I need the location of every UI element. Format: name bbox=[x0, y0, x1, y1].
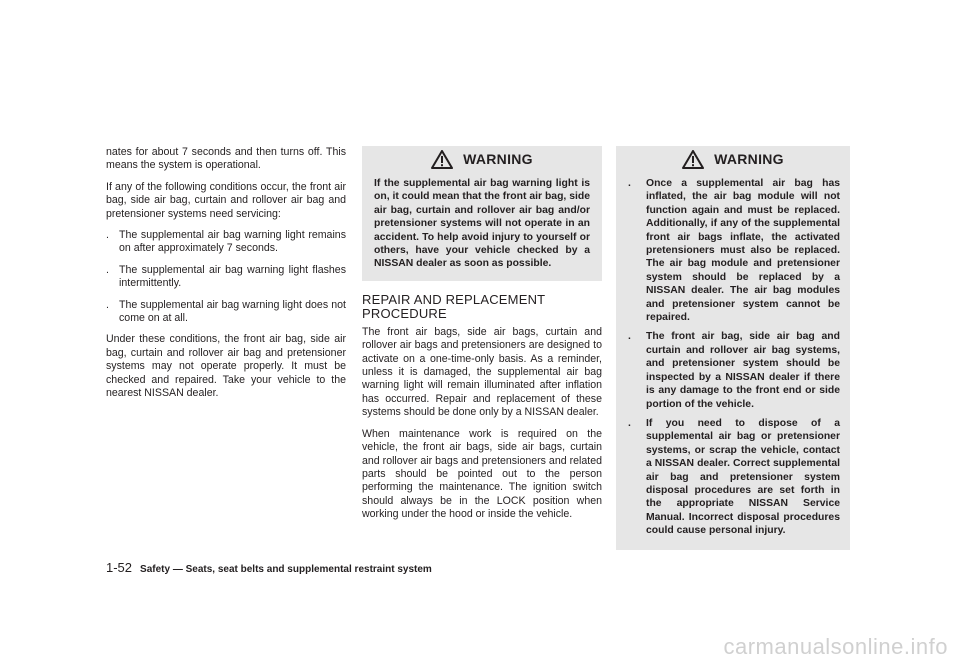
paragraph: Under these conditions, the front air bag, side air bag, curtain and rollover air bag and pretensioner systems may not operate properly. It must be checked and repaired. Take your vehicle to the nearest NISSAN dealer. bbox=[106, 333, 346, 400]
bullet-marker: . bbox=[628, 331, 631, 343]
page-footer bbox=[106, 560, 432, 575]
bullet-marker: . bbox=[106, 263, 109, 276]
watermark: carmanualsonline.info bbox=[723, 634, 948, 659]
paragraph: If any of the following conditions occur, the front air bag, side air bag, curtain and rollover air bag and pretensioner systems need servicing: bbox=[106, 180, 346, 220]
warning-triangle-icon bbox=[682, 150, 704, 169]
column-left bbox=[106, 146, 346, 409]
warning-header bbox=[362, 146, 602, 177]
warning-title: WARNING bbox=[714, 150, 784, 167]
list-item: . The front air bag, side air bag and curtain and rollover air bag systems, and pretensioner system should be inspected by a NISSAN dealer if there is any damage to the front end or side portion of the vehicle. bbox=[628, 331, 840, 410]
warning-triangle-icon bbox=[431, 150, 453, 169]
bullet-marker: . bbox=[628, 178, 631, 189]
condition-list bbox=[106, 229, 346, 325]
page-number: 1-52 bbox=[106, 560, 133, 575]
warning-box bbox=[616, 146, 850, 550]
list-item: . If you need to dispose of a supplemental air bag or pretensioner systems, or scrap the vehicle, contact a NISSAN dealer. Correct supplemental air bag and pretensioner system disposal procedures are set forth in the appropriate NISSAN Service Manual. Incorrect disposal procedures could cause personal injury. bbox=[628, 417, 840, 537]
column-right bbox=[616, 146, 850, 550]
paragraph: The front air bags, side air bags, curtain and rollover air bags and pretensioners are designed to activate on a one-time-only basis. As a reminder, unless it is damaged, the supplemental air bag warning light will remain illuminated after inflation has occurred. Repair and replacement of these systems should be done only by a NISSAN dealer. bbox=[362, 325, 602, 419]
list-item: . Once a supplemental air bag has inflated, the air bag module will not function again and must be replaced. Additionally, if any of the supplemental front air bags inflate, the activated pretensioners must also be replaced. The air bag module and pretensioner system should be replaced by a NISSAN dealer. The air bag modules and pretensioner system cannot be repaired. bbox=[628, 178, 840, 324]
warning-text: If the supplemental air bag warning light is on, it could mean that the front air bag, side air bag, curtain and rollover air bag and/or pretensioner systems will not operate in an accident. To help avoid injury to yourself or others, have your vehicle checked by a NISSAN dealer as soon as possible. bbox=[374, 178, 590, 270]
list-item: . The supplemental air bag warning light remains on after approximately 7 seconds. bbox=[106, 229, 346, 255]
warning-title: WARNING bbox=[463, 150, 533, 167]
list-item: . The supplemental air bag warning light does not come on at all. bbox=[106, 298, 346, 325]
column-middle bbox=[362, 146, 602, 530]
warning-list bbox=[616, 177, 850, 550]
bullet-marker: . bbox=[628, 417, 631, 429]
paragraph: When maintenance work is required on the vehicle, the front air bags, side air bags, curtain and rollover air bags and pretensioners and related parts should be pointed out to the person performing the maintenance. The ignition switch should always be in the LOCK position when working under the hood or inside the vehicle. bbox=[362, 427, 602, 521]
paragraph: nates for about 7 seconds and then turns off. This means the system is operational. bbox=[106, 146, 346, 172]
list-item: . The supplemental air bag warning light flashes intermittently. bbox=[106, 263, 346, 290]
footer-title: Safety — Seats, seat belts and supplemental restraint system bbox=[140, 564, 432, 575]
bullet-marker: . bbox=[106, 229, 109, 242]
section-heading: REPAIR AND REPLACEMENT PROCEDURE bbox=[362, 291, 546, 322]
warning-box bbox=[362, 146, 602, 281]
warning-header bbox=[616, 146, 850, 177]
bullet-marker: . bbox=[106, 298, 109, 311]
